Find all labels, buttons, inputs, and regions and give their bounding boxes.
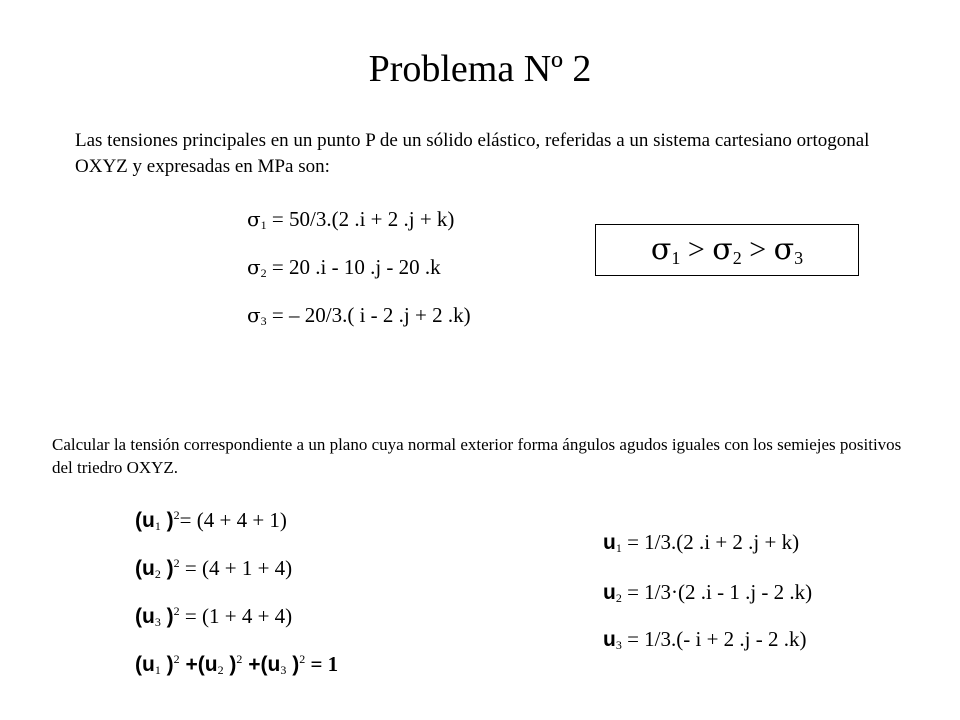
u-open: (u [135, 605, 155, 628]
u-close: ) [160, 653, 174, 676]
sigma-expression: = 50/3.(2 .i + 2 .j + k) [271, 207, 455, 231]
u2-vector-equation [603, 580, 812, 606]
sigma-subscript: 3 [260, 314, 267, 328]
u-expression: = 1/3.(2 .i + 2 .j + k) [627, 530, 800, 554]
u-letter: u [603, 628, 616, 651]
u-subscript: 2 [154, 567, 161, 581]
u-letter: u [603, 581, 616, 604]
u-superscript: 2 [236, 652, 243, 666]
u-superscript: 2 [173, 652, 180, 666]
u-close: ) [160, 557, 174, 580]
u-superscript: 2 [173, 508, 180, 522]
u-rhs: = (4 + 1 + 4) [179, 556, 293, 580]
u-sum-rhs: = 1 [310, 652, 339, 676]
u-close: ) [160, 509, 174, 532]
u-subscript: 2 [615, 591, 622, 605]
greater-than: > [687, 233, 705, 266]
u-close: ) [286, 653, 300, 676]
u-subscript: 3 [615, 638, 622, 652]
sigma-3-equation [247, 303, 471, 329]
u-open: (u [260, 653, 281, 676]
u-close: ) [160, 605, 174, 628]
sigma-expression: = – 20/3.( i - 2 .j + 2 .k) [271, 303, 471, 327]
sigma-symbol: σ [773, 232, 795, 267]
sigma-order-box [595, 224, 859, 276]
page-title: Problema Nº 2 [368, 48, 592, 90]
u-subscript: 3 [280, 663, 287, 677]
u-open: (u [135, 509, 155, 532]
u3-square-equation [135, 604, 292, 630]
u1-vector-equation [603, 530, 799, 556]
sigma-symbol: σ [247, 255, 261, 279]
sigma-symbol: σ [247, 303, 261, 327]
u-subscript: 3 [154, 615, 161, 629]
u-letter: u [603, 531, 616, 554]
u-open: (u [135, 557, 155, 580]
sigma-subscript: 1 [671, 248, 681, 268]
intro-paragraph: Las tensiones principales en un punto P de un sólido elástico, referidas a un sistema cartesiano ortogonal OXYZ y expresadas en MPa son: [75, 130, 870, 177]
sigma-1-equation [247, 207, 454, 233]
u-expression: = 1/3·(2 .i - 1 .j - 2 .k) [627, 580, 813, 604]
u2-square-equation [135, 556, 292, 582]
question-paragraph: Calcular la tensión correspondiente a un plano cuya normal exterior forma ángulos agudos iguales con los semiejes positivos del triedro OXYZ. [52, 435, 902, 477]
sigma-subscript: 2 [732, 248, 742, 268]
u-expression: = 1/3.(- i + 2 .j - 2 .k) [627, 627, 807, 651]
u-subscript: 1 [154, 663, 161, 677]
u-rhs: = (4 + 4 + 1) [179, 508, 287, 532]
sigma-symbol: σ [650, 232, 672, 267]
u-sum-equation: ($u_1$ )$^2 +(u_2$ )$^2 +(u_3$ )$^2$ = 1 [135, 652, 339, 677]
u-rhs: = (1 + 4 + 4) [179, 604, 293, 628]
sigma-subscript: 2 [260, 266, 267, 280]
u-superscript: 2 [173, 604, 180, 618]
u-superscript: 2 [299, 652, 306, 666]
u-open: (u [197, 653, 218, 676]
sigma-2-equation [247, 255, 441, 281]
u-subscript: 1 [615, 541, 622, 555]
u3-vector-equation [603, 627, 807, 653]
u1-square-equation [135, 508, 287, 534]
sigma-symbol: σ [247, 207, 261, 231]
u-superscript: 2 [173, 556, 180, 570]
u-subscript: 1 [154, 519, 161, 533]
sigma-symbol: σ [712, 232, 733, 267]
sigma-subscript: 1 [260, 218, 267, 232]
u-subscript: 2 [217, 663, 224, 677]
sigma-subscript: 3 [794, 248, 804, 268]
u-close: ) [223, 653, 237, 676]
greater-than: > [749, 233, 767, 266]
u-open: (u [135, 653, 155, 676]
sigma-expression: = 20 .i - 10 .j - 20 .k [271, 255, 441, 279]
